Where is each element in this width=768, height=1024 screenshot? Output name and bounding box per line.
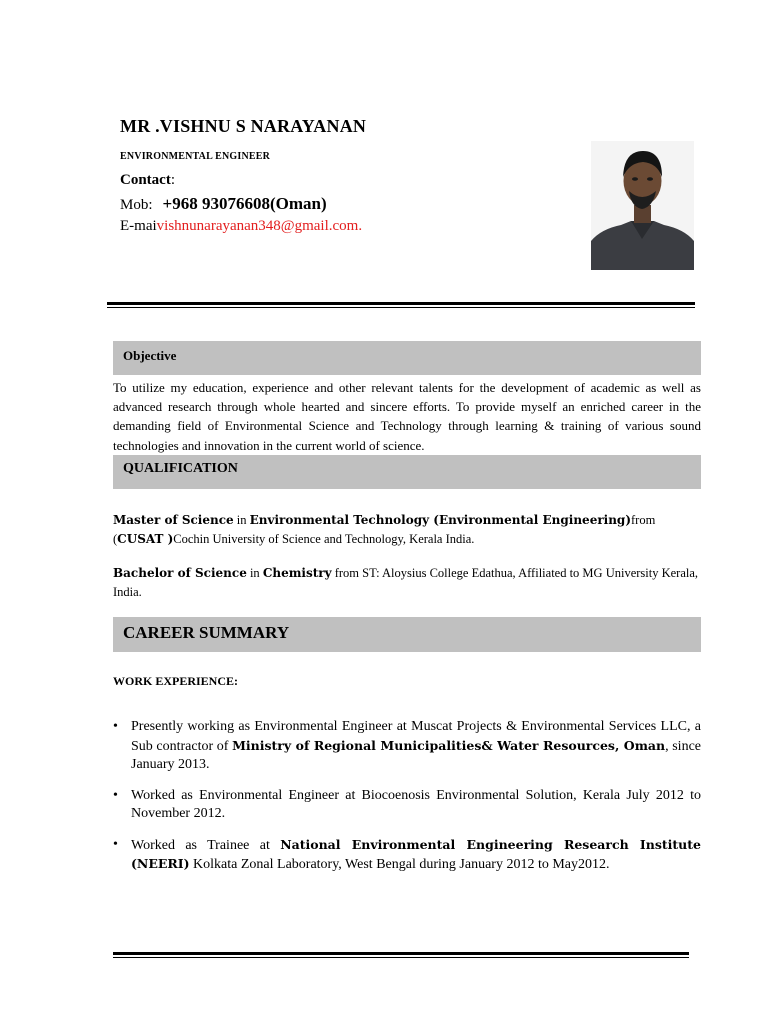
subject: Chemistry: [262, 566, 332, 580]
degree: Master of Science: [113, 513, 234, 527]
contact-label: [120, 172, 175, 189]
degree: Bachelor of Science: [113, 566, 247, 580]
qualification-item: [113, 511, 703, 549]
mobile-number[interactable]: +968 93076608(Oman): [162, 194, 327, 213]
work-experience-heading: WORK EXPERIENCE:: [113, 674, 239, 688]
list-item: [113, 836, 701, 875]
institution: Cochin University of Science and Technology, Kerala India.: [173, 532, 475, 546]
item-text-end: , since January 2013.: [131, 738, 701, 772]
list-item: [113, 787, 701, 824]
contact-label-text: Contact: [120, 172, 171, 188]
item-bold-text: National Environmental Engineering Research Institute (NEERI): [131, 836, 701, 871]
subject: Environmental Technology (Environmental Engineering): [249, 513, 632, 527]
item-bold-text: Ministry of Regional Municipalities& Water Resources, Oman: [232, 737, 666, 753]
from-word: from: [631, 513, 656, 527]
qualification-heading: QUALIFICATION: [123, 461, 238, 476]
list-item: [113, 718, 701, 775]
work-experience-list: [113, 718, 701, 875]
mobile-label: Mob:: [120, 197, 153, 213]
institution: from ST: Aloysius College Edathua, Affiliated to MG University Kerala, India.: [113, 566, 699, 599]
university-short: CUSAT ): [117, 532, 174, 546]
career-summary-section-header: [113, 617, 701, 652]
email-line: [120, 218, 362, 235]
paren-open: (: [113, 532, 118, 546]
footer-divider-thin: [113, 957, 689, 958]
person-photo-icon: [591, 141, 694, 270]
job-title: ENVIRONMENTAL ENGINEER: [120, 151, 271, 162]
in-word: in: [246, 566, 263, 580]
footer-divider-thick: [113, 952, 689, 955]
mobile-line: [120, 194, 327, 214]
objective-text: To utilize my education, experience and other relevant talents for the development of academic as well as advanced research through whole hearted and sincere efforts. To provide myself an enriched career in the demanding field of Environmental Science and Technology through learning & training of various sound technologies and innovation in the current world of science.: [113, 380, 701, 453]
item-text-end: Kolkata Zonal Laboratory, West Bengal during January 2012 to May2012.: [189, 857, 610, 872]
objective-section-header: [113, 341, 701, 375]
candidate-name: MR .VISHNU S NARAYANAN: [120, 116, 367, 136]
qualification-section-header: [113, 455, 701, 489]
in-word: in: [233, 513, 250, 527]
item-text: Presently working as Environmental Engineer at Muscat Projects & Environmental Services LLC, a Sub contractor of: [131, 719, 701, 754]
header-divider-thick: [107, 302, 695, 305]
contact-colon: :: [170, 172, 175, 188]
item-text: Worked as Environmental Engineer at Biocoenosis Environmental Solution, Kerala July 2012 to November 2012.: [131, 787, 701, 821]
career-summary-heading: CAREER SUMMARY: [123, 623, 290, 642]
qualification-item: [113, 564, 703, 602]
profile-photo: [591, 141, 694, 270]
email-label: E-mai: [120, 218, 157, 234]
item-text: Worked as Trainee at: [131, 837, 281, 853]
header-divider-thin: [107, 307, 695, 308]
objective-heading: Objective: [123, 348, 177, 363]
email-link[interactable]: vishnunarayanan348@gmail.com.: [156, 218, 363, 234]
